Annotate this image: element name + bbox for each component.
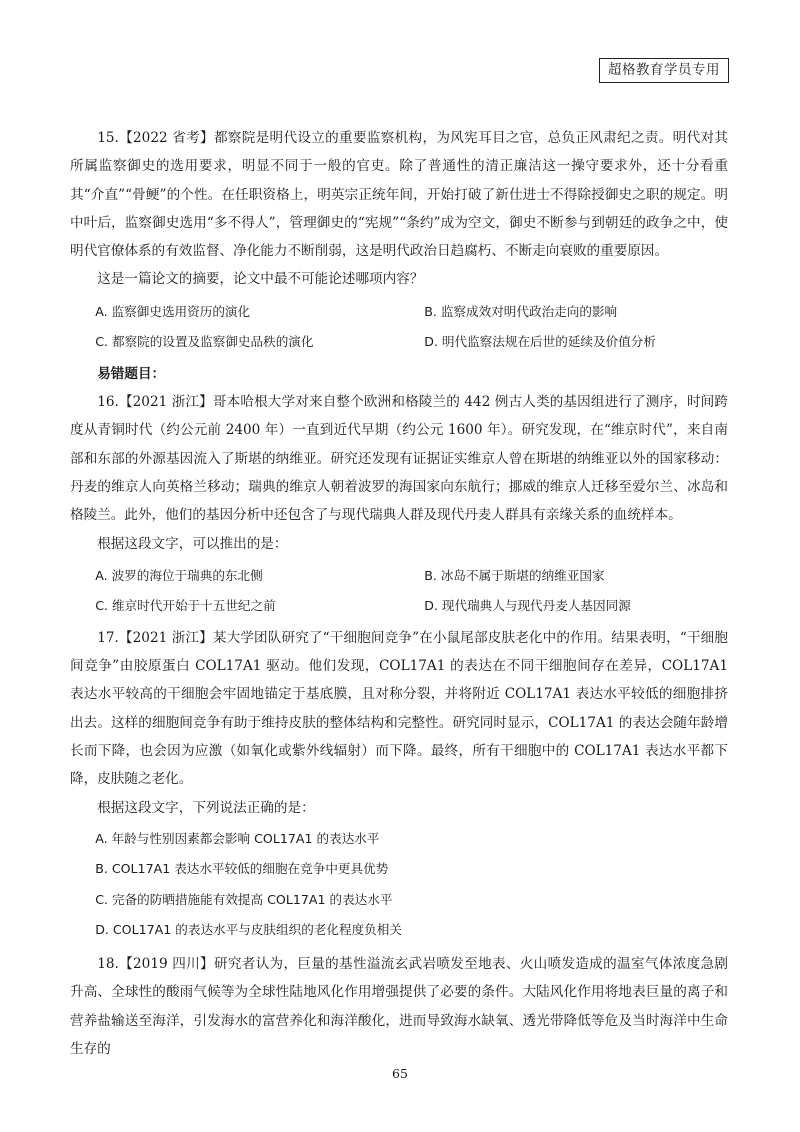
q17-option-a: A. 年龄与性别因素都会影响 COL17A1 的表达水平 bbox=[95, 830, 380, 846]
q15-option-b: B. 监察成效对明代政治走向的影响 bbox=[424, 303, 618, 319]
q16-option-a: A. 波罗的海位于瑞典的东北侧 bbox=[95, 567, 263, 583]
q15-option-d: D. 明代监察法规在后世的延续及价值分析 bbox=[424, 333, 656, 349]
q15-options bbox=[70, 297, 728, 357]
q16-options bbox=[70, 561, 728, 621]
q17-option-d: D. COL17A1 的表达水平与皮肤组织的老化程度负相关 bbox=[95, 922, 402, 938]
q15-option-c: C. 都察院的设置及监察御史品秩的演化 bbox=[95, 333, 314, 349]
page-number: 65 bbox=[392, 1066, 408, 1081]
q15-option-a: A. 监察御史选用资历的演化 bbox=[95, 303, 251, 319]
header-badge: 超格教育学员专用 bbox=[599, 58, 729, 83]
q15-passage: 15.【2022 省考】都察院是明代设立的重要监察机构，为风宪耳目之官，总负正风肃纪之责。明代对其所属监察御史的选用要求，明显不同于一般的官吏。除了普通性的清正廉洁这一操守要求外，还十分看重其“介直”“骨鲠”的个性。在任职资格上，明英宗正统年间，开始打破了新仕进士不得除授御史之职的规定。明中叶后，监察御史选用“多不得人”，管理御史的“宪规”“条约”成为空文，御史不断参与到朝廷的政争之中，使明代官僚体系的有效监督、净化能力不断削弱，这是明代政治日趋腐朽、不断走向衰败的重要原因。 bbox=[70, 130, 728, 260]
q17-option-b: B. COL17A1 表达水平较低的细胞在竞争中更具优势 bbox=[95, 861, 389, 877]
q16-passage: 16.【2021 浙江】哥本哈根大学对来自整个欧洲和格陵兰的 442 例古人类的基因组进行了测序，时间跨度从青铜时代（约公元前 2400 年）一直到近代早期（约公元 1600 年）。研究发现，在“维京时代”，来自南部和东部的外源基因流入了斯堪的纳维亚。研究还发现有证据证实维京人曾在斯堪的纳维亚以外的国家移动：丹麦的维京人向英格兰移动；瑞典的维京人朝着波罗的海国家向东航行；挪威的维京人迁移至爱尔兰、冰岛和格陵兰。此外，他们的基因分析中还包含了与现代瑞典人群及现代丹麦人群具有亲缘关系的血统样本。 bbox=[70, 394, 728, 524]
q16-question: 根据这段文字，可以推出的是： bbox=[97, 535, 288, 552]
q17-options bbox=[70, 824, 728, 946]
q16-option-d: D. 现代瑞典人与现代丹麦人基因同源 bbox=[424, 597, 631, 613]
q17-passage: 17.【2021 浙江】某大学团队研究了“干细胞间竞争”在小鼠尾部皮肤老化中的作用。结果表明，“干细胞间竞争”由胶原蛋白 COL17A1 驱动。他们发现，COL17A1 的表达在不同干细胞间存在差异，COL17A1 表达水平较高的干细胞会牢固地锚定于基底膜，且对称分裂，并将附近 COL17A1 表达水平较低的细胞排挤出去。这样的细胞间竞争有助于维持皮肤的整体结构和完整性。研究同时显示，COL17A1 的表达会随年龄增长而下降，也会因为应激（如氧化或紫外线辐射）而下降。最终，所有干细胞中的 COL17A1 表达水平都下降，皮肤随之老化。 bbox=[70, 629, 728, 788]
q17-question: 根据这段文字，下列说法正确的是： bbox=[97, 799, 315, 816]
q17-option-c: C. 完备的防晒措施能有效提高 COL17A1 的表达水平 bbox=[95, 891, 393, 907]
q16-option-c: C. 维京时代开始于十五世纪之前 bbox=[95, 597, 276, 613]
q15-question: 这是一篇论文的摘要，论文中最不可能论述哪项内容？ bbox=[97, 271, 424, 288]
q18-passage: 18.【2019 四川】研究者认为，巨量的基性溢流玄武岩喷发至地表、火山喷发造成的温室气体浓度急剧升高、全球性的酸雨气候等为全球性陆地风化作用增强提供了必要的条件。大陆风化作用将地表巨量的离子和营养盐输送至海洋，引发海水的富营养化和海洋酸化，进而导致海水缺氧、透光带降低等危及当时海洋中生命生存的 bbox=[70, 955, 728, 1057]
q16-option-b: B. 冰岛不属于斯堪的纳维亚国家 bbox=[424, 567, 605, 583]
page-content bbox=[70, 124, 728, 1063]
wrong-questions-label: 易错题目： bbox=[97, 365, 166, 382]
